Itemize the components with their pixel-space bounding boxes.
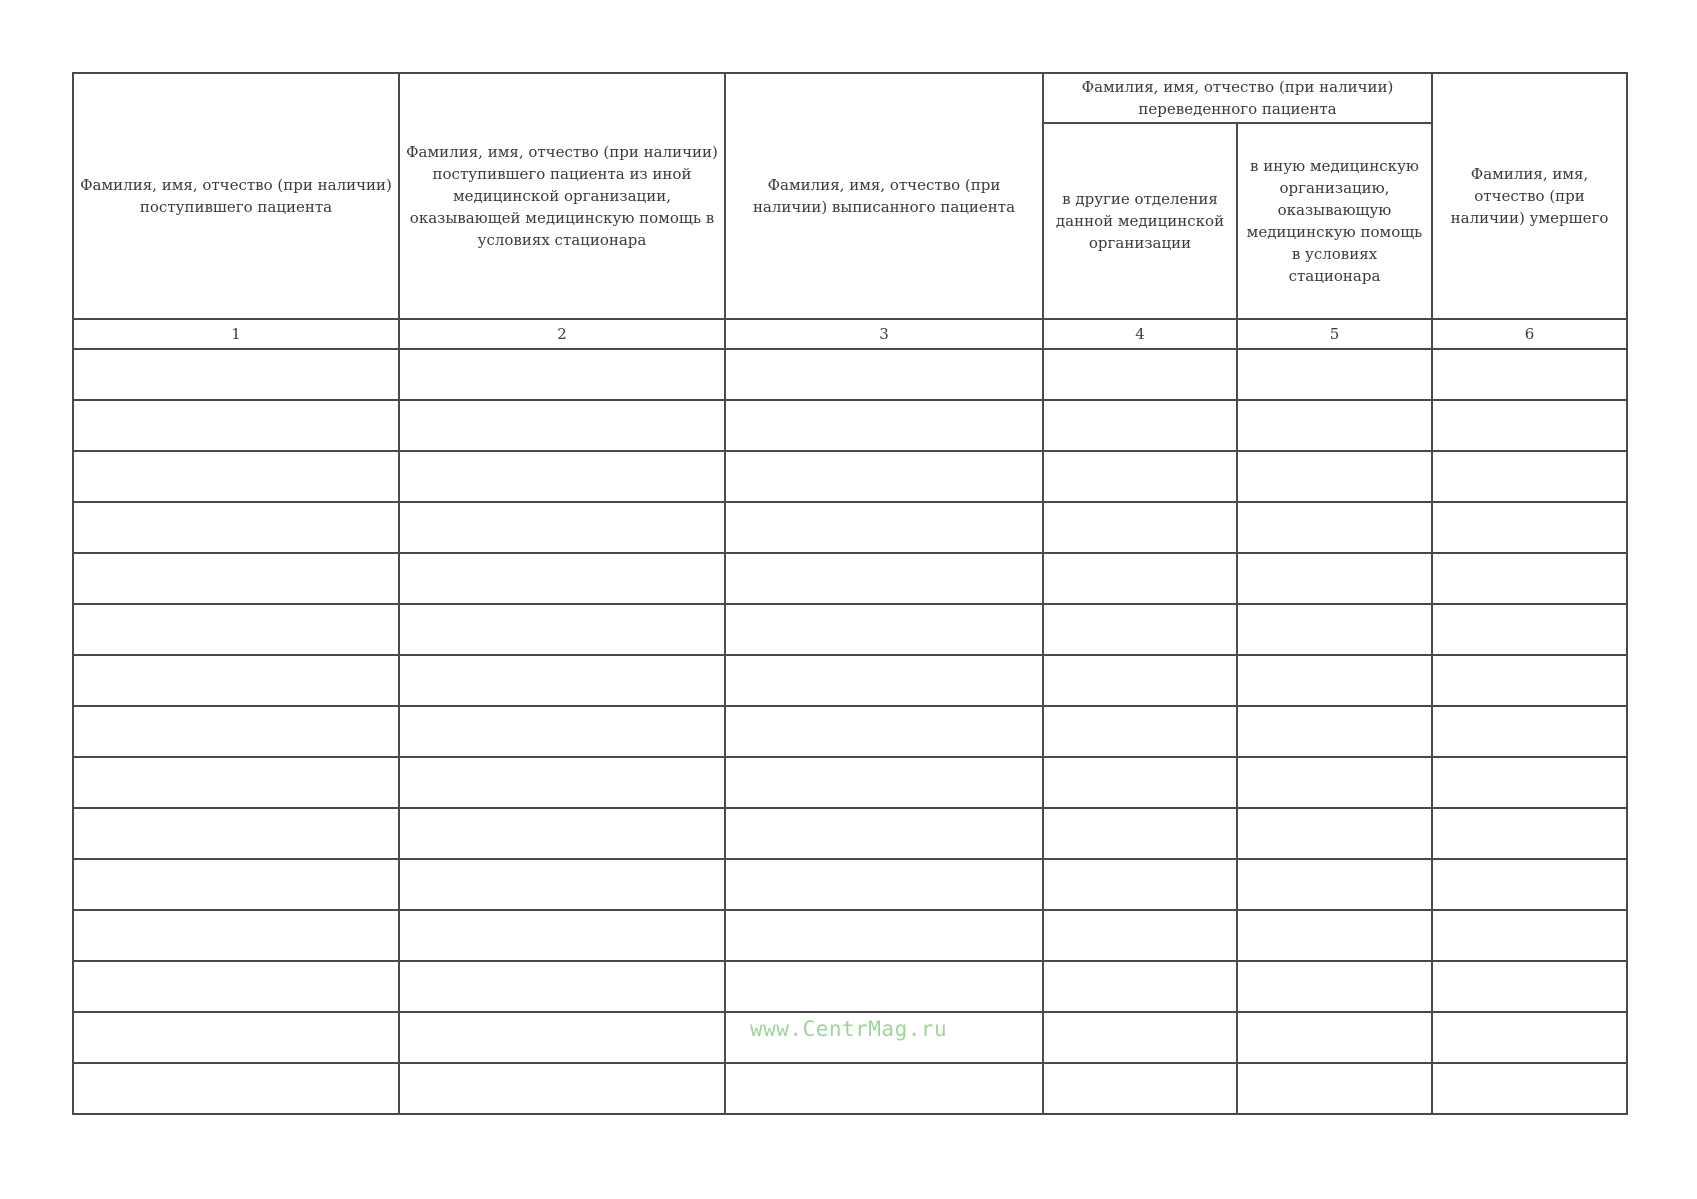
table-cell (399, 400, 725, 451)
column-number: 3 (725, 319, 1043, 349)
table-cell (399, 757, 725, 808)
table-cell (725, 604, 1043, 655)
table-cell (1432, 961, 1627, 1012)
table-cell (725, 859, 1043, 910)
table-row (73, 706, 1627, 757)
table-cell (1432, 757, 1627, 808)
table-cell (1432, 502, 1627, 553)
table-row (73, 400, 1627, 451)
table-cell (399, 502, 725, 553)
table-cell (725, 757, 1043, 808)
table-cell (399, 859, 725, 910)
table-cell (1043, 400, 1237, 451)
header-admitted-patient: Фамилия, имя, отчество (при наличии) поступившего пациента (73, 73, 399, 319)
table-cell (725, 1063, 1043, 1114)
table-cell (1237, 1063, 1432, 1114)
table-cell (1237, 757, 1432, 808)
table-cell (73, 1063, 399, 1114)
table-cell (1237, 961, 1432, 1012)
table-cell (725, 910, 1043, 961)
column-number: 6 (1432, 319, 1627, 349)
table-cell (1237, 400, 1432, 451)
table-cell (1237, 859, 1432, 910)
table-cell (73, 1012, 399, 1063)
table-cell (1043, 1063, 1237, 1114)
header-transferred-other-organization: в иную медицинскую организацию, оказывающую медицинскую помощь в условиях стационара (1237, 123, 1432, 319)
table-cell (73, 961, 399, 1012)
table-cell (1237, 1012, 1432, 1063)
table-row (73, 808, 1627, 859)
table-cell (1237, 910, 1432, 961)
table-cell (73, 349, 399, 400)
table-cell (73, 910, 399, 961)
table-cell (1432, 400, 1627, 451)
header-row-1 (73, 73, 1627, 123)
table-cell (725, 349, 1043, 400)
table-cell (399, 910, 725, 961)
table-row (73, 910, 1627, 961)
table-row (73, 1063, 1627, 1114)
table-cell (1237, 349, 1432, 400)
table-cell (1432, 655, 1627, 706)
table-cell (1043, 604, 1237, 655)
table-cell (1237, 502, 1432, 553)
table-cell (1043, 757, 1237, 808)
table-cell (399, 655, 725, 706)
table-cell (1432, 349, 1627, 400)
table-cell (725, 706, 1043, 757)
table-cell (73, 757, 399, 808)
table-cell (1043, 451, 1237, 502)
table-cell (725, 808, 1043, 859)
table-row (73, 757, 1627, 808)
column-number: 2 (399, 319, 725, 349)
table-cell (399, 808, 725, 859)
table-cell (1043, 706, 1237, 757)
table-cell (1432, 553, 1627, 604)
table-cell (73, 451, 399, 502)
table-row (73, 553, 1627, 604)
table-cell (73, 400, 399, 451)
table-cell (399, 349, 725, 400)
column-number-row (73, 319, 1627, 349)
table-row (73, 349, 1627, 400)
table-cell (1043, 349, 1237, 400)
table-row (73, 961, 1627, 1012)
table-cell (1043, 1012, 1237, 1063)
table-cell (73, 502, 399, 553)
table-cell (1043, 961, 1237, 1012)
table-cell (1237, 706, 1432, 757)
table-cell (73, 808, 399, 859)
table-cell (1043, 910, 1237, 961)
table-cell (73, 655, 399, 706)
table-row (73, 859, 1627, 910)
table-cell (725, 502, 1043, 553)
header-deceased-patient: Фамилия, имя, отчество (при наличии) умершего (1432, 73, 1627, 319)
table-cell (399, 451, 725, 502)
column-number: 5 (1237, 319, 1432, 349)
table-cell (1043, 502, 1237, 553)
table-cell (1237, 451, 1432, 502)
header-transferred-patient-group: Фамилия, имя, отчество (при наличии) переведенного пациента (1043, 73, 1432, 123)
table-cell (1237, 604, 1432, 655)
table-cell (725, 400, 1043, 451)
table-cell (1237, 808, 1432, 859)
column-number: 1 (73, 319, 399, 349)
table-cell (73, 604, 399, 655)
watermark-text: www.CentrMag.ru (750, 1017, 948, 1041)
table-cell (399, 706, 725, 757)
header-discharged-patient: Фамилия, имя, отчество (при наличии) выписанного пациента (725, 73, 1043, 319)
header-transferred-other-departments: в другие отделения данной медицинской организации (1043, 123, 1237, 319)
table-cell (399, 1063, 725, 1114)
header-admitted-from-other-organization: Фамилия, имя, отчество (при наличии) поступившего пациента из иной медицинской организации, оказывающей медицинскую помощь в условиях стационара (399, 73, 725, 319)
table-cell (1432, 910, 1627, 961)
table-cell (73, 706, 399, 757)
table-cell (1432, 604, 1627, 655)
table-cell (399, 604, 725, 655)
table-row (73, 655, 1627, 706)
column-number: 4 (1043, 319, 1237, 349)
table-cell (399, 961, 725, 1012)
table-cell (1237, 655, 1432, 706)
table-cell (725, 655, 1043, 706)
table-cell (1432, 451, 1627, 502)
table-cell (1432, 1063, 1627, 1114)
table-cell (1432, 1012, 1627, 1063)
table-row (73, 502, 1627, 553)
register-sheet (72, 72, 1626, 1115)
register-table (72, 72, 1628, 1115)
table-cell (725, 961, 1043, 1012)
table-cell (1043, 553, 1237, 604)
table-cell (725, 553, 1043, 604)
table-cell (1043, 808, 1237, 859)
table-row (73, 451, 1627, 502)
table-cell (1043, 859, 1237, 910)
table-cell (1432, 706, 1627, 757)
table-cell (1237, 553, 1432, 604)
table-row (73, 604, 1627, 655)
table-cell (73, 859, 399, 910)
table-cell (1043, 655, 1237, 706)
table-cell (725, 451, 1043, 502)
table-cell (1432, 808, 1627, 859)
table-cell (399, 1012, 725, 1063)
table-cell (1432, 859, 1627, 910)
table-cell (399, 553, 725, 604)
table-cell (73, 553, 399, 604)
